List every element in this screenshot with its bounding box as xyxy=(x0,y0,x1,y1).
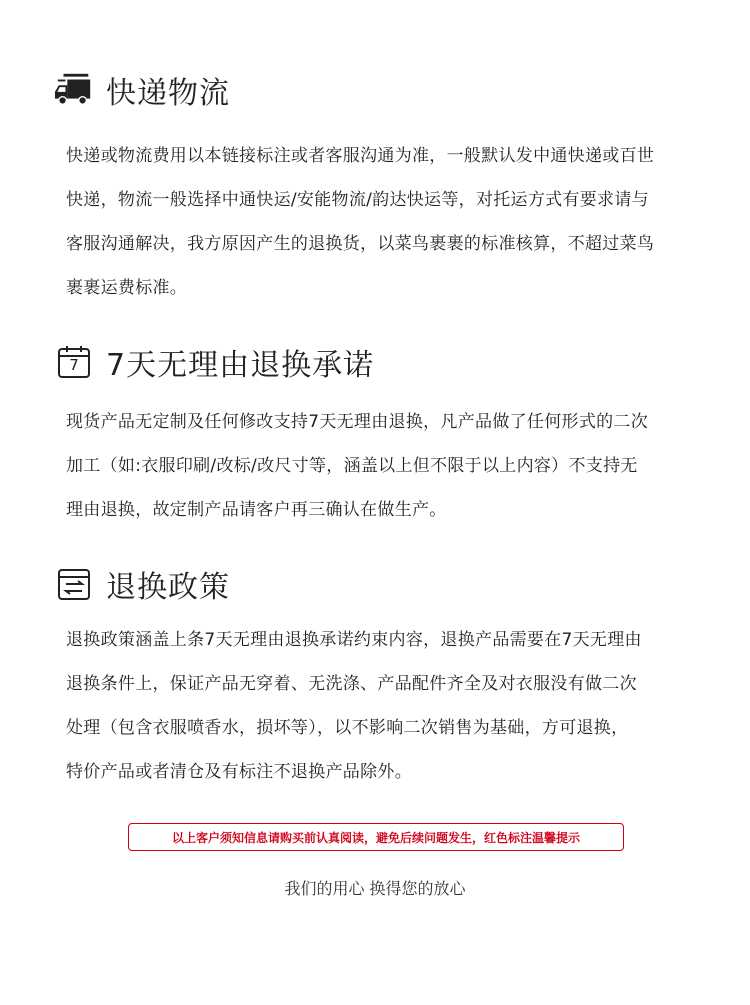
body-line: 裹裹运费标准。 xyxy=(66,278,188,298)
body-line: 退换政策涵盖上条7天无理由退换承诺约束内容，退换产品需要在7天无理由 xyxy=(66,630,642,650)
section-header-delivery xyxy=(54,68,230,112)
section-title: 7天无理由退换承诺 xyxy=(106,348,375,383)
calendar-icon xyxy=(54,342,94,382)
section-body-return-policy xyxy=(66,618,706,794)
body-line: 客服沟通解决，我方原因产生的退换货，以菜鸟裹裹的标准核算，不超过菜鸟 xyxy=(66,234,655,254)
section-body-delivery xyxy=(66,134,706,310)
section-header-return-promise xyxy=(54,340,374,384)
calendar-day-label: 7 xyxy=(69,356,79,374)
body-line: 特价产品或者清仓及有标注不退换产品除外。 xyxy=(66,762,412,782)
body-line: 理由退换，故定制产品请客户再三确认在做生产。 xyxy=(66,500,447,520)
section-title: 退换政策 xyxy=(106,570,230,605)
body-line: 处理（包含衣服喷香水，损坏等），以不影响二次销售为基础，方可退换， xyxy=(66,718,629,738)
body-line: 快递，物流一般选择中通快运/安能物流/韵达快运等，对托运方式有要求请与 xyxy=(66,190,649,210)
section-header-return-policy xyxy=(54,562,230,606)
body-line: 现货产品无定制及任何修改支持7天无理由退换，凡产品做了任何形式的二次 xyxy=(66,412,649,432)
notice-banner: 以上客户须知信息请购买前认真阅读，避免后续问题发生，红色标注温馨提示 xyxy=(128,823,624,851)
footer-slogan: 我们的用心 换得您的放心 xyxy=(284,879,466,898)
delivery-truck-icon xyxy=(54,70,94,110)
body-line: 快递或物流费用以本链接标注或者客服沟通为准，一般默认发中通快递或百世 xyxy=(66,146,655,166)
exchange-icon xyxy=(54,564,94,604)
body-line: 退换条件上，保证产品无穿着、无洗涤、产品配件齐全及对衣服没有做二次 xyxy=(66,674,637,694)
section-title: 快递物流 xyxy=(106,76,230,111)
section-body-return-promise xyxy=(66,400,706,532)
body-line: 加工（如:衣服印刷/改标/改尺寸等，涵盖以上但不限于以上内容）不支持无 xyxy=(66,456,638,476)
